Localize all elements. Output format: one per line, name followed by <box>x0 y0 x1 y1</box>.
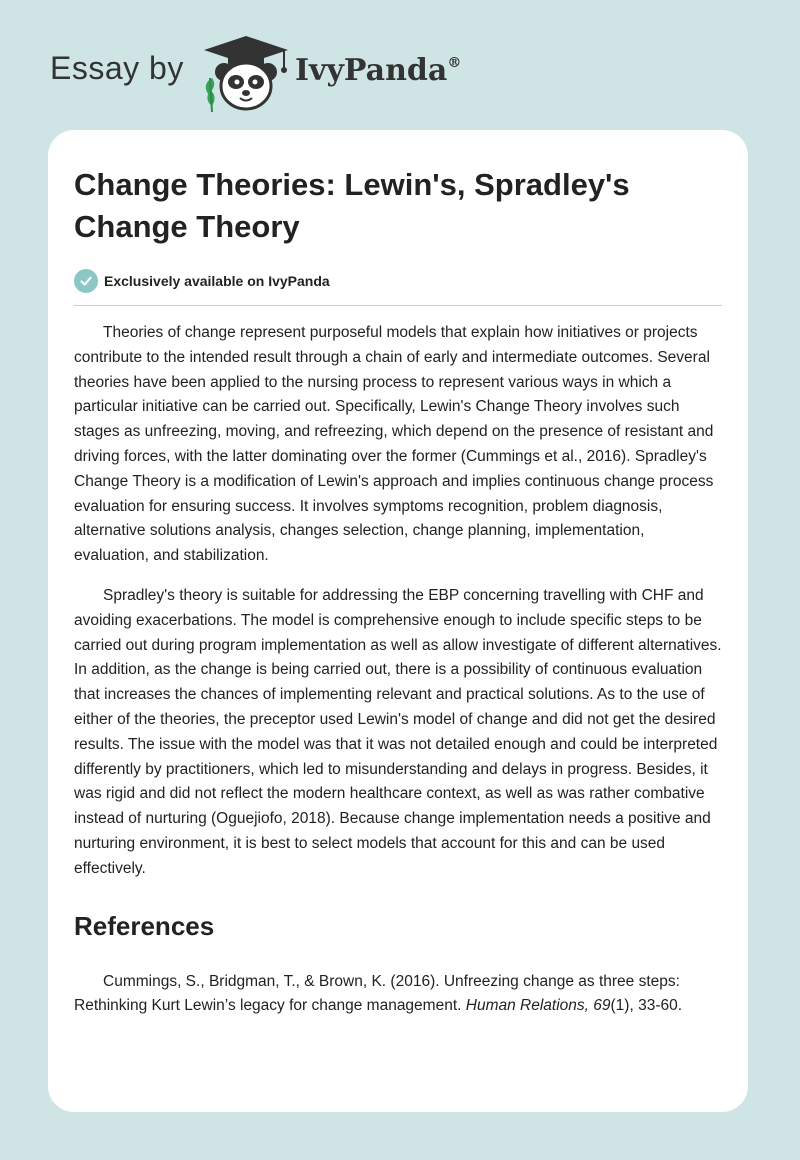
exclusive-badge <box>74 266 722 296</box>
body-paragraph-2: Spradley's theory is suitable for addressing the EBP concerning travelling with CHF and avoiding exacerbations. The model is comprehensive enough to include specific steps to be carried out during program implementation as well as allow investigate of different alternatives. In addition, as the change is being carried out, there is a possibility of continuous evaluation that increases the chances of implementing relevant and practical solutions. As to the use of either of the theories, the preceptor used Lewin's model of change and did not get the desired results. The issue with the model was that it was not detailed enough and could be interpreted differently by practitioners, which led to misunderstanding and delays in progress. Besides, it was rigid and did not reflect the modern healthcare context, as well as was rather combative instead of nurturing (Oguejiofo, 2018). Because change implementation needs a positive and nurturing environment, it is best to select models that account for this and can be used effectively. <box>74 586 722 877</box>
body-paragraph-1: Theories of change represent purposeful models that explain how initiatives or projects contribute to the intended result through a chain of early and intermediate outcomes. Several theories have been applied to the nursing process to represent various ways in which a particular initiative can be carried out. Specifically, Lewin's Change Theory involves such stages as unfreezing, moving, and refreezing, which depend on the presence of resistant and driving forces, with the latter dominating over the former (Cummings et al., 2016). Spradley's Change Theory is a modification of Lewin's approach and implies continuous change process evaluation for ensuring success. It involves symptoms recognition, problem diagnosis, alternative solutions analysis, changes selection, change planning, implementation, evaluation, and stabilization. <box>74 324 714 565</box>
brand-name[interactable] <box>295 53 461 88</box>
registered-mark: ® <box>447 55 462 71</box>
reference-journal: Human Relations, <box>465 997 589 1015</box>
check-icon <box>74 269 98 293</box>
brand-prefix: Essay by <box>50 50 184 86</box>
references-heading: References <box>74 910 215 941</box>
reference-pages: (1), 33-60. <box>610 997 683 1015</box>
panda-logo-icon[interactable] <box>200 34 292 114</box>
essay-title: Change Theories: Lewin's, Spradley's Change Theory <box>74 167 630 244</box>
exclusive-label: Exclusively available on IvyPanda <box>104 273 330 289</box>
brand-name-text: IvyPanda <box>295 53 448 88</box>
divider <box>74 305 722 306</box>
reference-volume: 69 <box>593 997 611 1015</box>
essay-card <box>48 130 748 1112</box>
site-header <box>0 0 800 128</box>
reference-item <box>74 970 722 1020</box>
reference-authors: Cummings, S., Bridgman, T., & Brown, K. (2016). Unfreezing change as three steps: Rethinking Kurt Lewin’s legacy for change management. <box>74 972 680 1015</box>
